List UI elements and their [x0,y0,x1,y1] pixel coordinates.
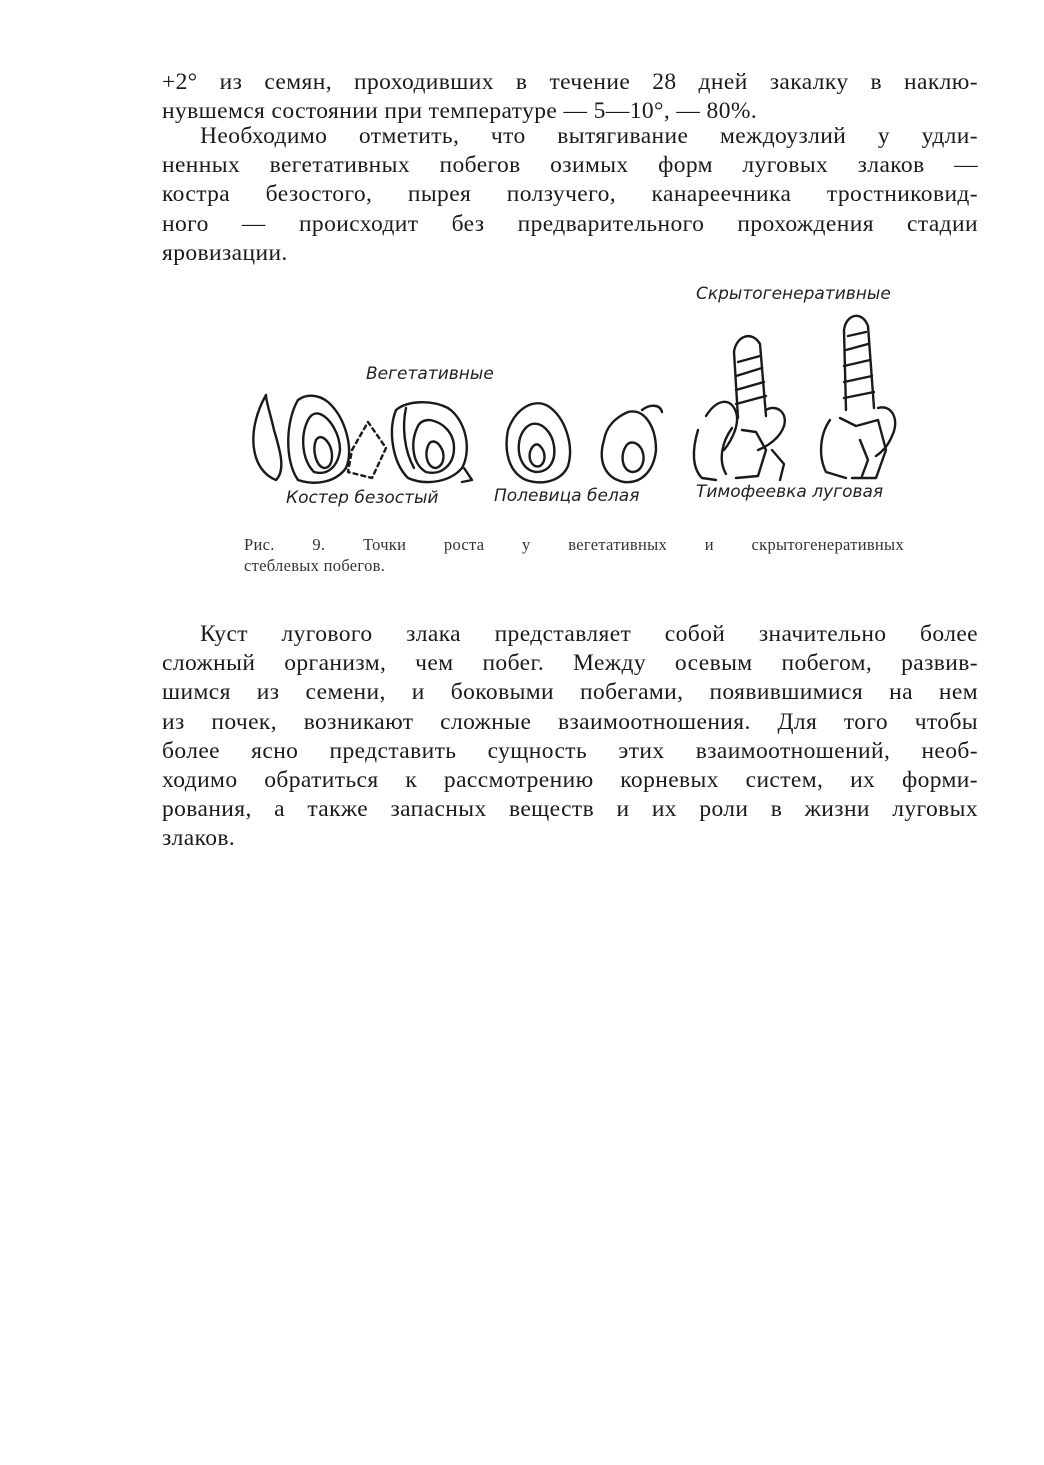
figure-label-vegetative: Вегетативные [366,364,494,384]
paragraph-2 [162,122,978,268]
text-line: +2° из семян, проходивших в течение 28 дней закалку в наклю- [162,69,978,95]
text-line: сложный организм, чем побег. Между осевым побегом, развив- [162,650,978,677]
figure-label-polevitsa: Полевица белая [494,486,640,506]
text-line: ненных вегетативных побегов озимых форм луговых злаков — [162,152,978,179]
paragraph-1 [162,68,978,126]
figure-label-timofeevka: Тимофеевка луговая [696,482,884,502]
figure-label-kostr: Костер безостый [286,488,439,508]
text-line: более ясно представить сущность этих взаимоотношений, необ- [162,737,978,764]
text-line: шимся из семени, и боковыми побегами, появившимися на нем [162,679,978,706]
polevitsa-bud-1-drawing [507,403,570,482]
text-line: рования, а также запасных веществ и их роли в жизни луговых [162,796,978,823]
kostr-bud-2-drawing [392,402,472,482]
paragraph-3 [162,620,978,854]
timofeevka-cone-2-drawing [821,316,895,478]
kostr-bud-drawing [253,395,386,483]
caption-line: Рис. 9. Точки роста у вегетативных и скрытогенеративных [244,535,904,554]
text-line: Необходимо отметить, что вытягивание междоузлий у удли- [200,123,978,149]
text-line: яровизации. [162,239,288,266]
growth-points-illustration [236,300,916,490]
text-line: злаков. [162,825,236,852]
figure-label-hidden-generative: Скрытогенеративные [696,284,891,304]
text-line: костра безостого, пырея ползучего, канареечника тростниковид- [162,181,978,208]
text-line: Куст лугового злака представляет собой значительно более [200,621,978,647]
text-line: ходимо обратиться к рассмотрению корневых систем, их форми- [162,767,978,794]
caption-line: стеблевых побегов. [244,556,386,575]
polevitsa-bud-2-drawing [602,406,662,482]
text-line: ного — происходит без предварительного прохождения стадии [162,210,978,237]
text-line: нувшемся состоянии при температуре — 5—10°, — 80%. [162,98,758,125]
text-line: из почек, возникают сложные взаимоотношения. Для того чтобы [162,708,978,735]
timofeevka-cone-1-drawing [694,336,785,480]
figure-caption [244,534,904,576]
